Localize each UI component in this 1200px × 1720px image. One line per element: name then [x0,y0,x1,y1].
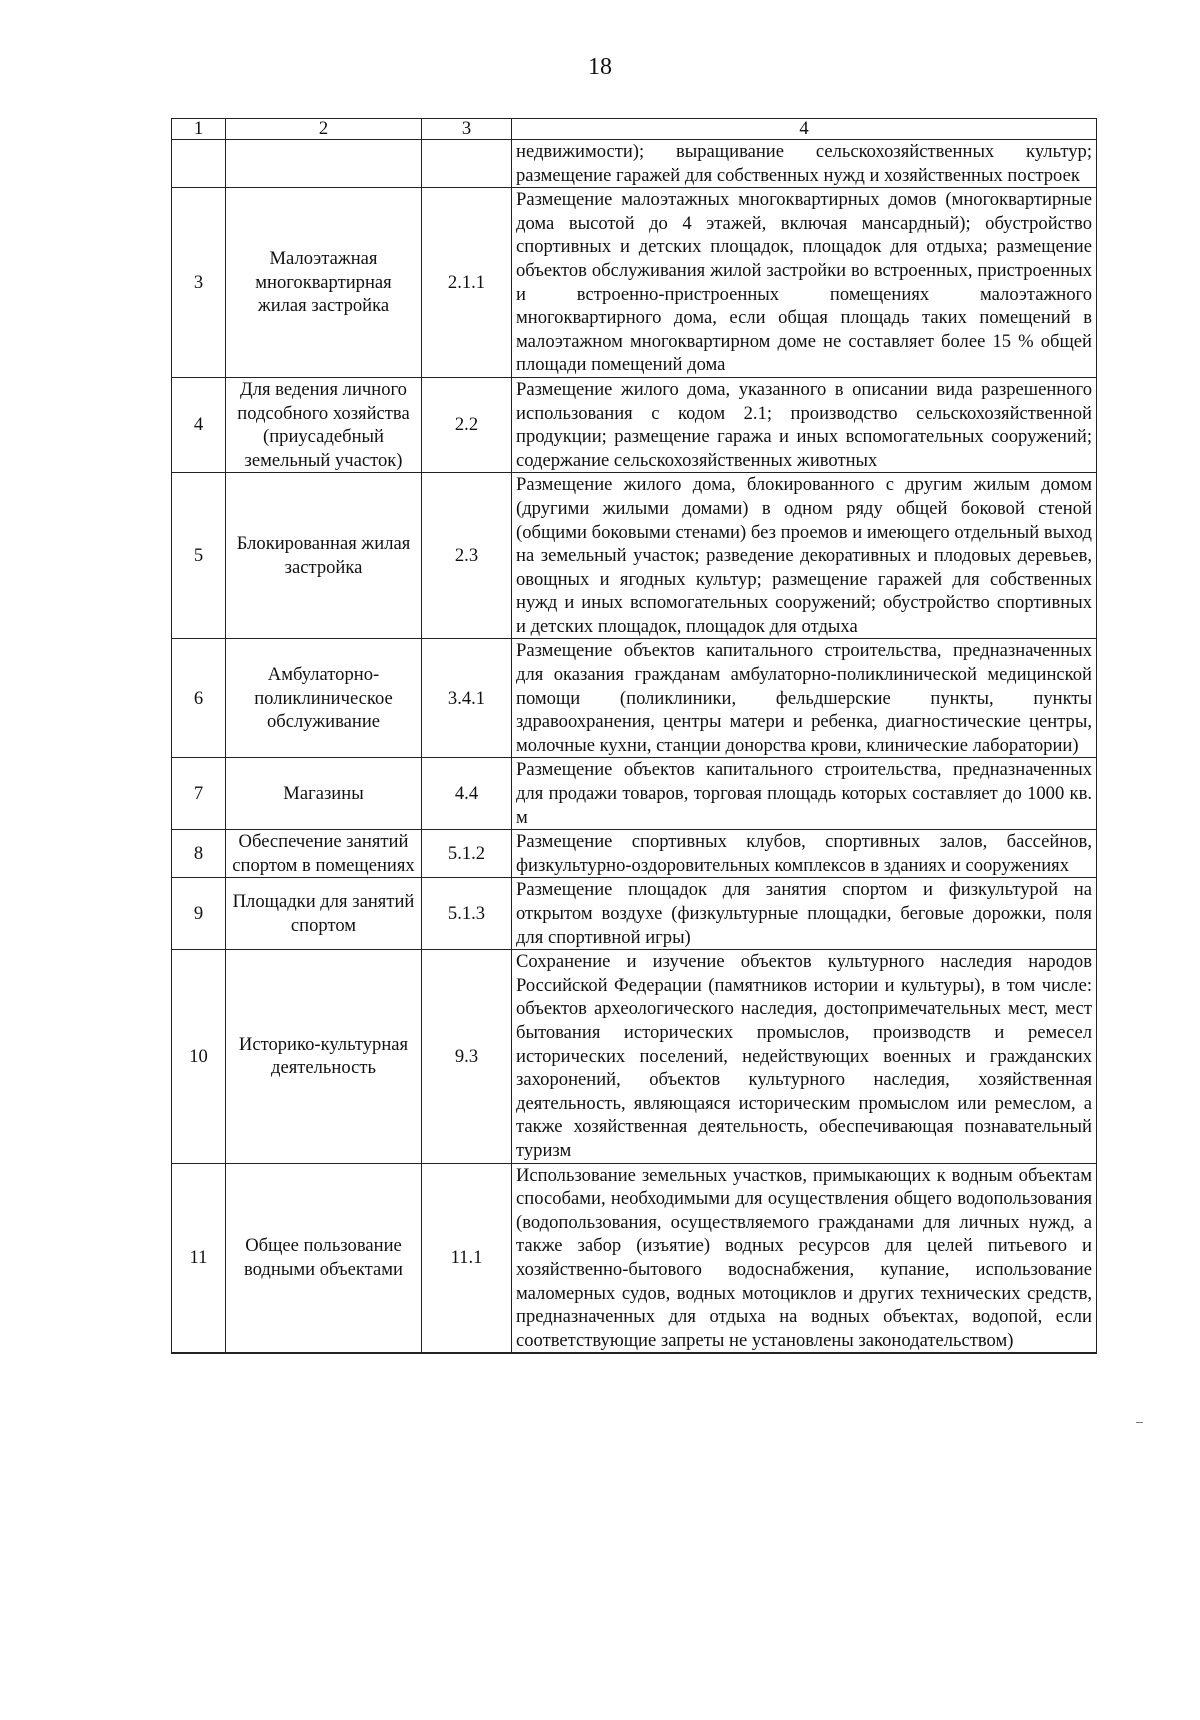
land-use-description: Размещение малоэтажных многоквартирных домов (многоквартирные дома высотой до 4 этажей, включая мансардный); обустройство спортивных и детских площадок, площадок для отдыха; размещение объектов обслуживания жилой застройки во встроенных, пристроенных и встроенно-пристроенных помещениях малоэтажного многоквартирного дома, если общая площадь таких помещений в малоэтажном многоквартирном доме не составляет более 15 % общей площади помещений дома [512,188,1097,378]
header-col-4: 4 [512,119,1097,140]
land-use-code: 3.4.1 [422,639,512,758]
table-row [172,950,1097,1163]
land-use-code [422,1353,512,1354]
land-use-code: 4.4 [422,758,512,830]
table-row [172,473,1097,639]
row-number: 9 [172,878,226,950]
row-number [172,140,226,188]
page-number: 18 [588,54,612,80]
land-use-name: Для ведения личного подсобного хозяйства (приусадебный земельный участок) [226,377,422,472]
land-use-code: 5.1.3 [422,878,512,950]
land-use-name: Площадки для занятий спортом [226,878,422,950]
land-use-name: Обеспечение занятий спортом в помещениях [226,830,422,878]
table-row [172,758,1097,830]
land-use-name [226,1353,422,1354]
land-use-description: Размещение площадок для занятия спортом и физкультурой на открытом воздухе (физкультурные площадки, беговые дорожки, поля для спортивной игры) [512,878,1097,950]
land-use-code: 5.1.2 [422,830,512,878]
land-use-name: Общее пользование водными объектами [226,1163,422,1353]
row-number: 4 [172,377,226,472]
row-number [172,1353,226,1354]
land-use-description: Размещение жилого дома, блокированного с другим жилым домом (другими жилыми домами) в одном ряду общей боковой стеной (общими боковыми стенами) без проемов и имеющего отдельный выход на земельный участок; разведение декоративных и плодовых деревьев, овощных и ягодных культур; размещение гаражей для собственных нужд и иных вспомогательных сооружений; обустройство спортивных и детских площадок, площадок для отдыха [512,473,1097,639]
table-row [172,639,1097,758]
land-use-code: 11.1 [422,1163,512,1353]
land-use-description: Размещение объектов капитального строительства, предназначенных для оказания гражданам амбулаторно-поликлинической медицинской помощи (поликлиники, фельдшерские пункты, пункты здравоохранения, центры матери и ребенка, диагностические центры, молочные кухни, станции донорства крови, клинические лаборатории) [512,639,1097,758]
land-use-code [422,140,512,188]
header-col-1: 1 [172,119,226,140]
row-number: 5 [172,473,226,639]
row-number: 6 [172,639,226,758]
land-use-name: Магазины [226,758,422,830]
table-row [172,1353,1097,1354]
row-number: 11 [172,1163,226,1353]
row-number: 7 [172,758,226,830]
land-use-name [226,140,422,188]
table-row [172,140,1097,188]
land-use-description: Размещение объектов капитального строительства, предназначенных для продажи товаров, торговая площадь которых составляет до 1000 кв. м [512,758,1097,830]
table-row [172,830,1097,878]
land-use-description: Сохранение и изучение объектов культурного наследия народов Российской Федерации (памятников истории и культуры), в том числе: объектов археологического наследия, достопримечательных мест, мест бытования исторических промыслов, производств и ремесел исторических поселений, недействующих военных и гражданских захоронений, объектов культурного наследия, хозяйственная деятельность, являющаяся историческим промыслом или ремеслом, а также хозяйственная деятельность, обеспечивающая познавательный туризм [512,950,1097,1163]
land-use-name: Малоэтажная многоквартирная жилая застройка [226,188,422,378]
land-use-code: 2.1.1 [422,188,512,378]
land-use-name: Историко-культурная деятельность [226,950,422,1163]
land-use-name: Блокированная жилая застройка [226,473,422,639]
row-number: 8 [172,830,226,878]
table-row [172,377,1097,472]
land-use-description: Размещение жилого дома, указанного в описании вида разрешенного использования с кодом 2.1; производство сельскохозяйственной продукции; размещение гаража и иных вспомогательных сооружений; содержание сельскохозяйственных животных [512,377,1097,472]
table-row [172,1163,1097,1353]
header-row [172,119,1097,140]
land-use-description: Использование земельных участков, примыкающих к водным объектам способами, необходимыми для осуществления общего водопользования (водопользования, осуществляемого гражданами для личных нужд, а также забор (изъятие) водных ресурсов для целей питьевого и хозяйственно-бытового водоснабжения, купание, использование маломерных судов, водных мотоциклов и других технических средств, предназначенных для отдыха на водных объектах, водопой, если соответствующие запреты не установлены законодательством) [512,1163,1097,1353]
land-use-name: Амбулаторно-поликлиническое обслуживание [226,639,422,758]
land-use-description: Размещение спортивных клубов, спортивных залов, бассейнов, физкультурно-оздоровительных комплексов в зданиях и сооружениях [512,830,1097,878]
header-col-3: 3 [422,119,512,140]
land-use-code: 2.3 [422,473,512,639]
land-use-description: недвижимости); выращивание сельскохозяйственных культур; размещение гаражей для собственных нужд и хозяйственных построек [512,140,1097,188]
table-row [172,878,1097,950]
land-use-code: 2.2 [422,377,512,472]
land-use-code: 9.3 [422,950,512,1163]
row-number: 3 [172,188,226,378]
table-row [172,188,1097,378]
scan-mark [1136,1422,1143,1423]
header-col-2: 2 [226,119,422,140]
land-use-table [171,118,1097,1354]
land-use-description [512,1353,1097,1354]
row-number: 10 [172,950,226,1163]
